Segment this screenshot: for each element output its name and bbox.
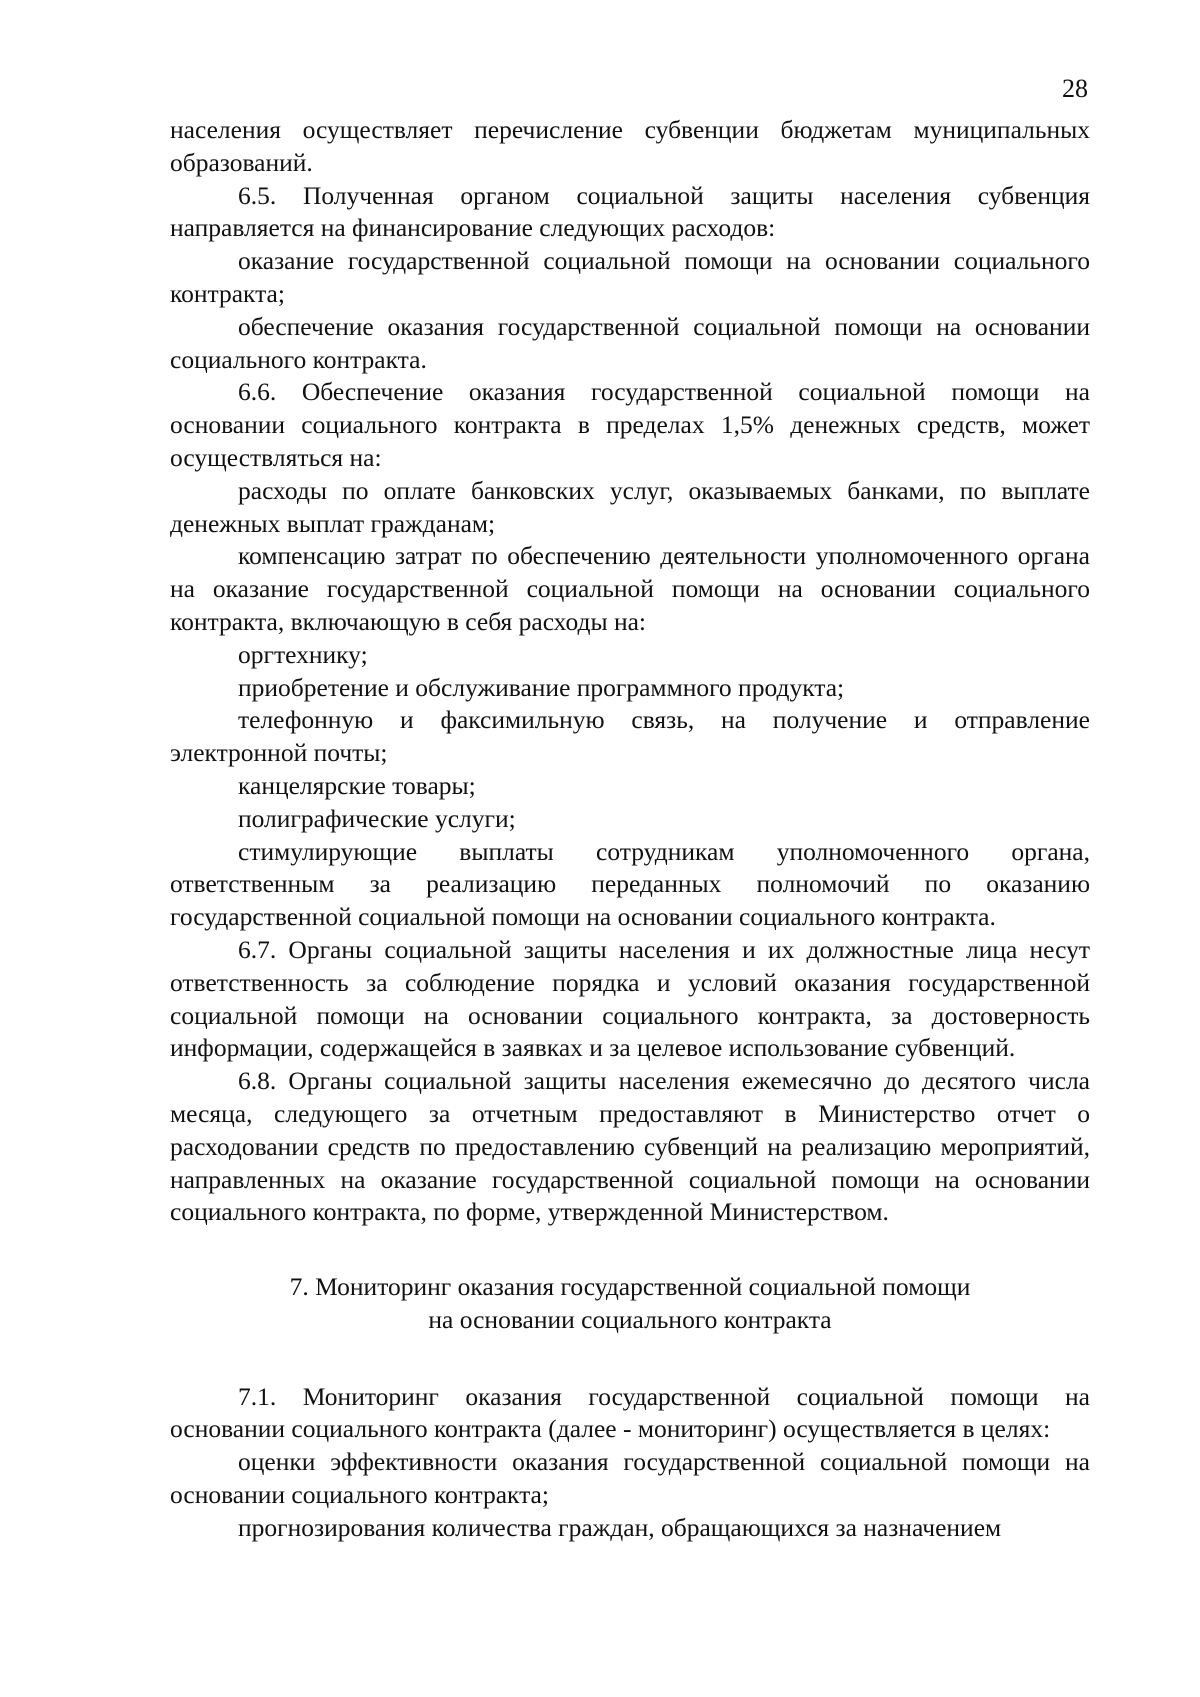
list-item: прогнозирования количества граждан, обращающихся за назначением [238, 1512, 1002, 1542]
list-item: канцелярские товары; [238, 770, 476, 800]
page-number: 28 [1062, 74, 1088, 103]
section-heading-line-2: на основании социального контракта [428, 1304, 832, 1334]
section-heading-line-1: 7. Мониторинг оказания государственной социальной помощи [289, 1272, 971, 1302]
list-item: оценки эффективности оказания государственной социальной помощи на основании социального контракта; [170, 1447, 1090, 1510]
list-item: телефонную и факсимильную связь, на получение и отправление электронной почты; [170, 705, 1090, 768]
list-item: стимулирующие выплаты сотрудникам уполномоченного органа, ответственным за реализацию переданных полномочий по оказанию государственной социальной помощи на основании социального контракта. [170, 836, 1090, 932]
section-heading [170, 1271, 1090, 1337]
clause-6-5: 6.5. Полученная органом социальной защиты населения субвенция направляется на финансирование следующих расходов: [170, 180, 1090, 243]
list-item: полиграфические услуги; [238, 803, 516, 833]
paragraph-continuation: населения осуществляет перечисление субвенции бюджетам муниципальных образований. [170, 115, 1090, 177]
list-item: обеспечение оказания государственной социальной помощи на основании социального контракта. [170, 311, 1090, 374]
list-item: расходы по оплате банковских услуг, оказываемых банками, по выплате денежных выплат гражданам; [170, 475, 1090, 538]
list-item: оказание государственной социальной помощи на основании социального контракта; [170, 246, 1090, 308]
list-item: оргтехнику; [238, 639, 368, 669]
document-body [170, 114, 1090, 1545]
clause-7-1: 7.1. Мониторинг оказания государственной социальной помощи на основании социального контракта (далее - мониторинг) осуществляется в целях: [170, 1381, 1090, 1444]
clause-6-7: 6.7. Органы социальной защиты населения и их должностные лица несут ответственность за соблюдение порядка и условий оказания государственной социальной помощи на основании социального контракта, за достоверность информации, содержащейся в заявках и за целевое использование субвенций. [170, 934, 1090, 1063]
list-item: компенсацию затрат по обеспечению деятельности уполномоченного органа на оказание государственной социальной помощи на основании социального контракта, включающую в себя расходы на: [170, 541, 1090, 636]
list-item: приобретение и обслуживание программного продукта; [238, 672, 845, 702]
clause-6-8: 6.8. Органы социальной защиты населения ежемесячно до десятого числа месяца, следующего за отчетным предоставляют в Министерство отчет о расходовании средств по предоставлению субвенций на реализацию мероприятий, направленных на оказание государственной социальной помощи на основании социального контракта, по форме, утвержденной Министерством. [170, 1066, 1090, 1227]
clause-6-6: 6.6. Обеспечение оказания государственной социальной помощи на основании социального контракта в пределах 1,5% денежных средств, может осуществляться на: [170, 377, 1090, 472]
